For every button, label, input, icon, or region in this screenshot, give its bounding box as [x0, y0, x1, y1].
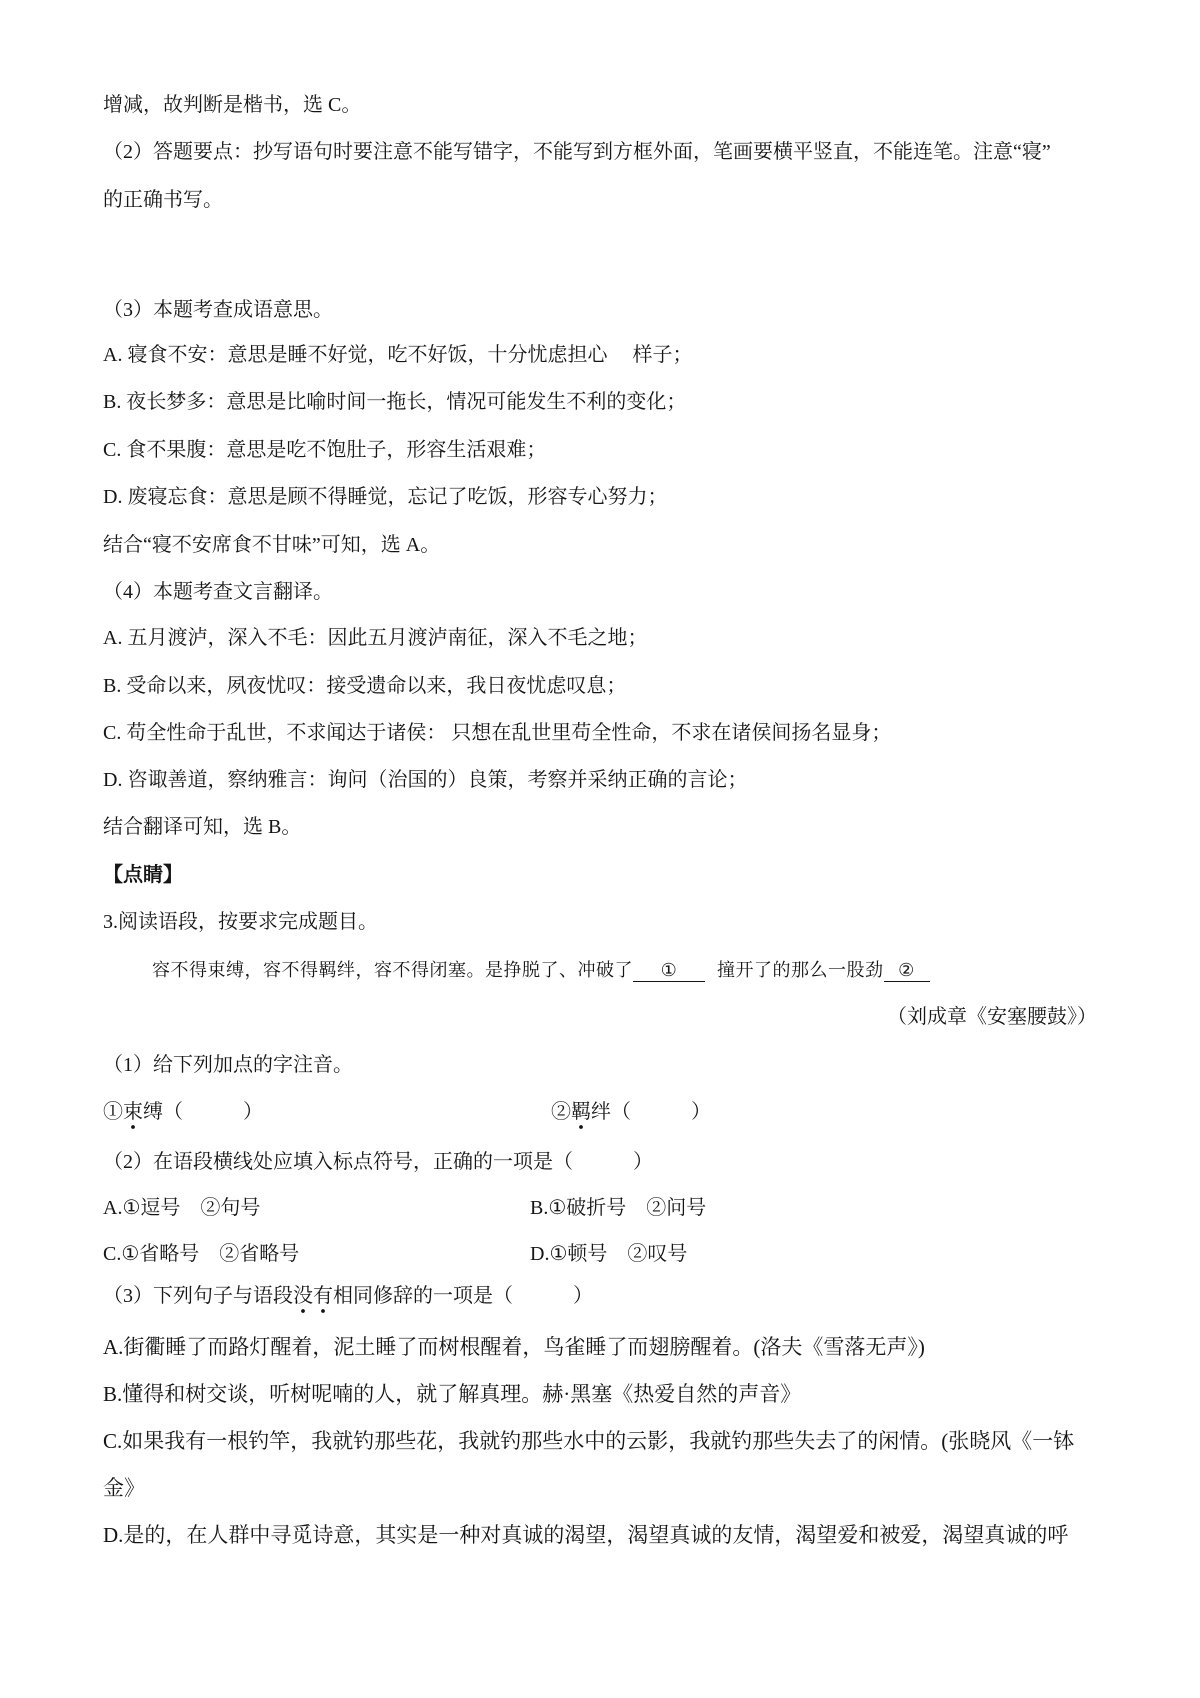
answer-part4-option-c: C. 苟全性命于乱世，不求闻达于诸侯： 只想在乱世里苟全性命，不求在诸侯间扬名显身； [103, 722, 892, 744]
answer-part4-option-b: B. 受命以来，夙夜忧叹：接受遗命以来，我日夜忧虑叹息； [103, 675, 627, 697]
answer-part1-tail: 增减，故判断是楷书，选 C。 [103, 94, 362, 116]
sub2-option-d: D.①顿号 ②叹号 [530, 1243, 688, 1265]
sub3-option-c: C.如果我有一根钓竿，我就钓那些花，我就钓那些水中的云影，我就钓那些失去了的闲情。(张晓风《一钵 [103, 1429, 1075, 1453]
passage-blank-1: ① [633, 959, 705, 982]
answer-part3-title: （3）本题考查成语意思。 [103, 299, 333, 321]
answer-part3-option-c: C. 食不果腹：意思是吃不饱肚子，形容生活艰难； [103, 439, 547, 461]
pinyin-item-number: ② [551, 1101, 571, 1123]
sub3-option-c-continuation: 金》 [103, 1476, 145, 1500]
answer-part4-title: （4）本题考查文言翻译。 [103, 581, 333, 603]
sub2-option-b: B.①破折号 ②问号 [530, 1197, 707, 1219]
dianjing-heading: 【点睛】 [103, 864, 183, 886]
question3-title: 3.阅读语段，按要求完成题目。 [103, 911, 378, 933]
sub2-option-a: A.①逗号 ②句号 [103, 1197, 261, 1219]
sub2-prompt: （2）在语段横线处应填入标点符号，正确的一项是（ ） [103, 1151, 653, 1173]
pinyin-item-number: ① [103, 1101, 123, 1123]
sub3-prompt-dotted: 没有 [293, 1285, 333, 1315]
answer-part3-conclusion: 结合“寝不安席食不甘味”可知，选 A。 [103, 534, 441, 556]
passage-text-middle: 撞开了的那么一股劲 [717, 960, 884, 980]
answer-part2-line1: （2）答题要点：抄写语句时要注意不能写错字，不能写到方框外面，笔画要横平竖直，不能连笔。注意“寝” [103, 141, 1051, 163]
answer-part4-conclusion: 结合翻译可知，选 B。 [103, 816, 302, 838]
sub3-prompt-before: （3）下列句子与语段 [103, 1285, 293, 1307]
answer-paren: （ ） [163, 1101, 263, 1123]
pinyin-item-rest: 缚 [143, 1101, 163, 1123]
pinyin-item-rest: 绊 [591, 1101, 611, 1123]
sub3-option-a: A.街衢睡了而路灯醒着，泥土睡了而树根醒着，鸟雀睡了而翅膀醒着。(洛夫《雪落无声》) [103, 1335, 925, 1359]
passage-text-before: 容不得束缚，容不得羁绊，容不得闭塞。是挣脱了、冲破了 [152, 960, 633, 980]
answer-part4-option-a: A. 五月渡泸，深入不毛：因此五月渡泸南征，深入不毛之地； [103, 627, 648, 649]
answer-part3-option-a: A. 寝食不安：意思是睡不好觉，吃不好饭，十分忧虑担心 样子； [103, 344, 693, 366]
sub1-prompt: （1）给下列加点的字注音。 [103, 1054, 353, 1076]
sub2-option-c: C.①省略号 ②省略号 [103, 1243, 300, 1265]
answer-part2-line2: 的正确书写。 [103, 189, 223, 211]
answer-part4-option-d: D. 咨诹善道，察纳雅言：询问（治国的）良策，考察并采纳正确的言论； [103, 769, 748, 791]
question3-passage [152, 958, 930, 982]
passage-source: （刘成章《安塞腰鼓》） [887, 1006, 1097, 1028]
sub3-option-b: B.懂得和树交谈，听树呢喃的人，就了解真理。赫·黑塞《热爱自然的声音》 [103, 1382, 802, 1406]
dotted-char: 羁 [571, 1101, 591, 1131]
sub3-prompt [103, 1284, 593, 1308]
answer-paren: （ ） [611, 1101, 711, 1123]
answer-part3-option-d: D. 废寝忘食：意思是顾不得睡觉，忘记了吃饭，形容专心努力； [103, 486, 668, 508]
sub3-option-d: D.是的，在人群中寻觅诗意，其实是一种对真诚的渴望，渴望真诚的友情，渴望爱和被爱，渴望真诚的呼 [103, 1523, 1069, 1547]
pinyin-item-1 [103, 1100, 263, 1124]
sub3-prompt-after: 相同修辞的一项是（ ） [333, 1285, 593, 1307]
passage-blank-2: ② [884, 959, 930, 982]
dotted-char: 束 [123, 1101, 143, 1131]
answer-part3-option-b: B. 夜长梦多：意思是比喻时间一拖长，情况可能发生不利的变化； [103, 391, 687, 413]
pinyin-item-2 [551, 1100, 711, 1124]
